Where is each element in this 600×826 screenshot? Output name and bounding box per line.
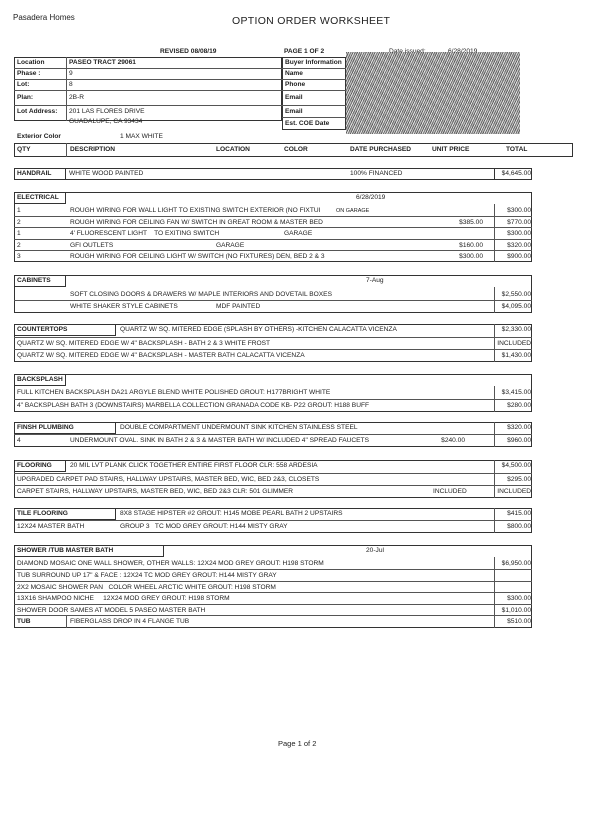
address-line2: GUADALUPE, CA 93434 xyxy=(69,118,143,125)
buyer-info-label: Buyer Information xyxy=(285,59,342,66)
handrail-desc: WHITE WOOD PAINTED xyxy=(69,170,144,177)
company-name: Pasadera Homes xyxy=(13,13,75,22)
phase-label: Phase : xyxy=(17,70,41,77)
electrical-desc-2: ROUGH WIRING FOR CEILING FAN W/ SWITCH IN GREAT ROOM & MASTER BED xyxy=(70,219,323,226)
cabinets-desc-2: WHITE SHAKER STYLE CABINETS xyxy=(70,303,178,310)
electrical-total-1: $300.00 xyxy=(507,207,531,214)
countertops-total-3: $1,430.00 xyxy=(501,352,531,359)
buyer-email2-label: Email xyxy=(285,108,303,115)
tile-desc-1: 8X8 STAGE HIPSTER #2 GROUT: H145 MOBE PEARL BATH 2 UPSTAIRS xyxy=(120,510,343,517)
cabinets-date: 7-Aug xyxy=(366,277,384,284)
page-footer: Page 1 of 2 xyxy=(278,739,317,748)
flooring-total-2: $295.00 xyxy=(507,476,531,483)
buyer-name-label: Name xyxy=(285,70,303,77)
flooring-unit-3: INCLUDED xyxy=(433,488,467,495)
cabinets-label: CABINETS xyxy=(17,277,51,284)
electrical-loc-4: GARAGE xyxy=(216,242,245,249)
tile-total-1: $415.00 xyxy=(507,510,531,517)
countertops-desc-1: QUARTZ W/ SQ. MITERED EDGE (SPLASH BY OTHERS) -KITCHEN CALACATTA VICENZA xyxy=(120,326,397,333)
shower-total-5: $1,010.00 xyxy=(501,607,531,614)
electrical-total-4: $320.00 xyxy=(507,242,531,249)
redacted-buyer-info xyxy=(346,52,520,134)
electrical-qty-2: 2 xyxy=(17,219,21,226)
flooring-desc-1: 20 MIL LVT PLANK CLICK TOGETHER ENTIRE FIRST FLOOR CLR: 558 ARDESIA xyxy=(70,462,318,469)
shower-date: 20-Jul xyxy=(366,547,384,554)
backsplash-total-1: $3,415.00 xyxy=(501,389,531,396)
col-color: COLOR xyxy=(284,146,308,153)
electrical-qty-5: 3 xyxy=(17,253,21,260)
lot-label: Lot: xyxy=(17,81,30,88)
col-unit-price: UNIT PRICE xyxy=(432,146,470,153)
plumbing-qty-2: 4 xyxy=(17,437,21,444)
page-of: PAGE 1 OF 2 xyxy=(284,48,325,55)
electrical-desc-4: GFI OUTLETS xyxy=(70,242,114,249)
handrail-note: 100% FINANCED xyxy=(350,170,403,177)
cabinets-desc-1: SOFT CLOSING DOORS & DRAWERS W/ MAPLE INTERIORS AND DOVETAIL BOXES xyxy=(70,291,332,298)
handrail-total: $4,645.00 xyxy=(501,170,531,177)
flooring-label: FLOORING xyxy=(17,462,52,469)
electrical-unit-4: $160.00 xyxy=(459,242,483,249)
shower-desc-3: 2X2 MOSAIC SHOWER PAN COLOR WHEEL ARCTIC WHITE GROUT: H198 STORM xyxy=(17,584,276,591)
col-location: LOCATION xyxy=(216,146,250,153)
page-title: OPTION ORDER WORKSHEET xyxy=(232,15,391,27)
shower-total-6: $510.00 xyxy=(507,618,531,625)
shower-label: SHOWER /TUB MASTER BATH xyxy=(17,547,114,554)
plan-value: 2B-R xyxy=(69,94,85,101)
shower-desc-1: DIAMOND MOSAIC ONE WALL SHOWER, OTHER WALLS: 12X24 MOD GREY GROUT: H198 STORM xyxy=(17,560,324,567)
flooring-total-1: $4,500.00 xyxy=(501,462,531,469)
electrical-total-3: $300.00 xyxy=(507,230,531,237)
tile-label: TILE FLOORING xyxy=(17,510,68,517)
tile-desc-2b: GROUP 3 TC MOD GREY GROUT: H144 MISTY GRAY xyxy=(120,523,288,530)
electrical-desc-3: 4' FLUORESCENT LIGHT TO EXITING SWITCH xyxy=(70,230,220,237)
address-line1: 201 LAS FLORES DRIVE xyxy=(69,108,145,115)
tub-label: TUB xyxy=(17,618,31,625)
flooring-desc-2: UPGRADED CARPET PAD STAIRS, HALLWAY UPSTAIRS, MASTER BED, WIC, BED 2&3, CLOSETS xyxy=(17,476,320,483)
buyer-email-label: Email xyxy=(285,94,303,101)
backsplash-desc-1: FULL KITCHEN BACKSPLASH DA21 ARGYLE BLEND WHITE POLISHED GROUT: H177BRIGHT WHITE xyxy=(17,389,331,396)
countertops-total-2: INCLUDED xyxy=(497,340,531,347)
electrical-qty-1: 1 xyxy=(17,207,21,214)
electrical-qty-4: 2 xyxy=(17,242,21,249)
backsplash-label: BACKSPLASH xyxy=(17,376,63,383)
flooring-total-3: INCLUDED xyxy=(497,488,531,495)
backsplash-total-2: $280.00 xyxy=(507,402,531,409)
col-qty: QTY xyxy=(17,146,31,153)
exterior-color-value: 1 MAX WHITE xyxy=(120,133,163,140)
shower-desc-6: FIBERGLASS DROP IN 4 FLANGE TUB xyxy=(70,618,190,625)
buyer-phone-label: Phone xyxy=(285,81,306,88)
location-label: Location xyxy=(17,59,45,66)
tile-total-2: $800.00 xyxy=(507,523,531,530)
shower-desc-4: 13X16 SHAMPOO NICHE 12X24 MOD GREY GROUT: H198 STORM xyxy=(17,595,230,602)
address-label: Lot Address: xyxy=(17,108,58,115)
electrical-total-2: $770.00 xyxy=(507,219,531,226)
electrical-label: ELECTRICAL xyxy=(17,194,59,201)
shower-total-1: $6,950.00 xyxy=(501,560,531,567)
col-date-purchased: DATE PURCHASED xyxy=(350,146,412,153)
plumbing-desc-1: DOUBLE COMPARTMENT UNDERMOUNT SINK KITCHEN STAINLESS STEEL xyxy=(120,424,358,431)
plan-label: Plan: xyxy=(17,94,34,101)
electrical-loc-3: GARAGE xyxy=(284,230,313,237)
flooring-desc-3: CARPET STAIRS, HALLWAY UPSTAIRS, MASTER BED, WIC, BED 2&3 CLR: 501 GLIMMER xyxy=(17,488,294,495)
electrical-loc-1: ON GARAGE xyxy=(336,208,370,214)
countertops-desc-2: QUARTZ W/ SQ. MITERED EDGE W/ 4" BACKSPLASH - BATH 2 & 3 WHITE FROST xyxy=(17,340,271,347)
revised-date: REVISED 08/08/19 xyxy=(160,48,217,55)
cabinets-total-1: $2,550.00 xyxy=(501,291,531,298)
phase-value: 9 xyxy=(69,70,73,77)
countertops-total-1: $2,330.00 xyxy=(501,326,531,333)
plumbing-total-2: $960.00 xyxy=(507,437,531,444)
exterior-color-label: Exterior Color xyxy=(17,133,61,140)
electrical-total-5: $900.00 xyxy=(507,253,531,260)
tile-desc-2: 12X24 MASTER BATH xyxy=(17,523,85,530)
lot-value: 8 xyxy=(69,81,73,88)
plumbing-desc-2: UNDERMOUNT OVAL. SINK IN BATH 2 & 3 & MASTER BATH W/ INCLUDED 4" SPREAD FAUCETS xyxy=(70,437,369,444)
shower-desc-5: SHOWER DOOR SAMES AT MODEL 5 PASEO MASTER BATH xyxy=(17,607,206,614)
cabinets-loc-2: MDF PAINTED xyxy=(216,303,261,310)
shower-total-4: $300.00 xyxy=(507,595,531,602)
shower-desc-2: TUB SURROUND UP 17" & FACE : 12X24 TC MOD GREY GROUT: H144 MISTY GRAY xyxy=(17,572,277,579)
handrail-label: HANDRAIL xyxy=(17,170,52,177)
backsplash-desc-2: 4" BACKSPLASH BATH 3 (DOWNSTAIRS) MARBELLA COLLECTION GRANADA CODE KB- P22 GROUT: H188 BUFF xyxy=(17,402,370,409)
plumbing-total-1: $320.00 xyxy=(507,424,531,431)
cabinets-total-2: $4,095.00 xyxy=(501,303,531,310)
plumbing-label: FINSH PLUMBING xyxy=(17,424,74,431)
col-description: DESCRIPTION xyxy=(70,146,116,153)
electrical-unit-2: $385.00 xyxy=(459,219,483,226)
countertops-label: COUNTERTOPS xyxy=(17,326,68,333)
buyer-coe-label: Est. COE Date xyxy=(285,120,330,127)
electrical-date: 6/28/2019 xyxy=(356,194,386,201)
electrical-desc-5: ROUGH WIRING FOR CEILING LIGHT W/ SWITCH (NO FIXTURES) DEN, BED 2 & 3 xyxy=(70,253,325,260)
plumbing-unit-2: $240.00 xyxy=(441,437,465,444)
countertops-desc-3: QUARTZ W/ SQ. MITERED EDGE W/ 4" BACKSPLASH - MASTER BATH CALACATTA VICENZA xyxy=(17,352,305,359)
electrical-qty-3: 1 xyxy=(17,230,21,237)
electrical-desc-1: ROUGH WIRING FOR WALL LIGHT TO EXISTING SWITCH EXTERIOR (NO FIXTUI xyxy=(70,207,321,214)
col-total: TOTAL xyxy=(506,146,528,153)
electrical-unit-5: $300.00 xyxy=(459,253,483,260)
location-value: PASEO TRACT 29061 xyxy=(69,59,136,66)
